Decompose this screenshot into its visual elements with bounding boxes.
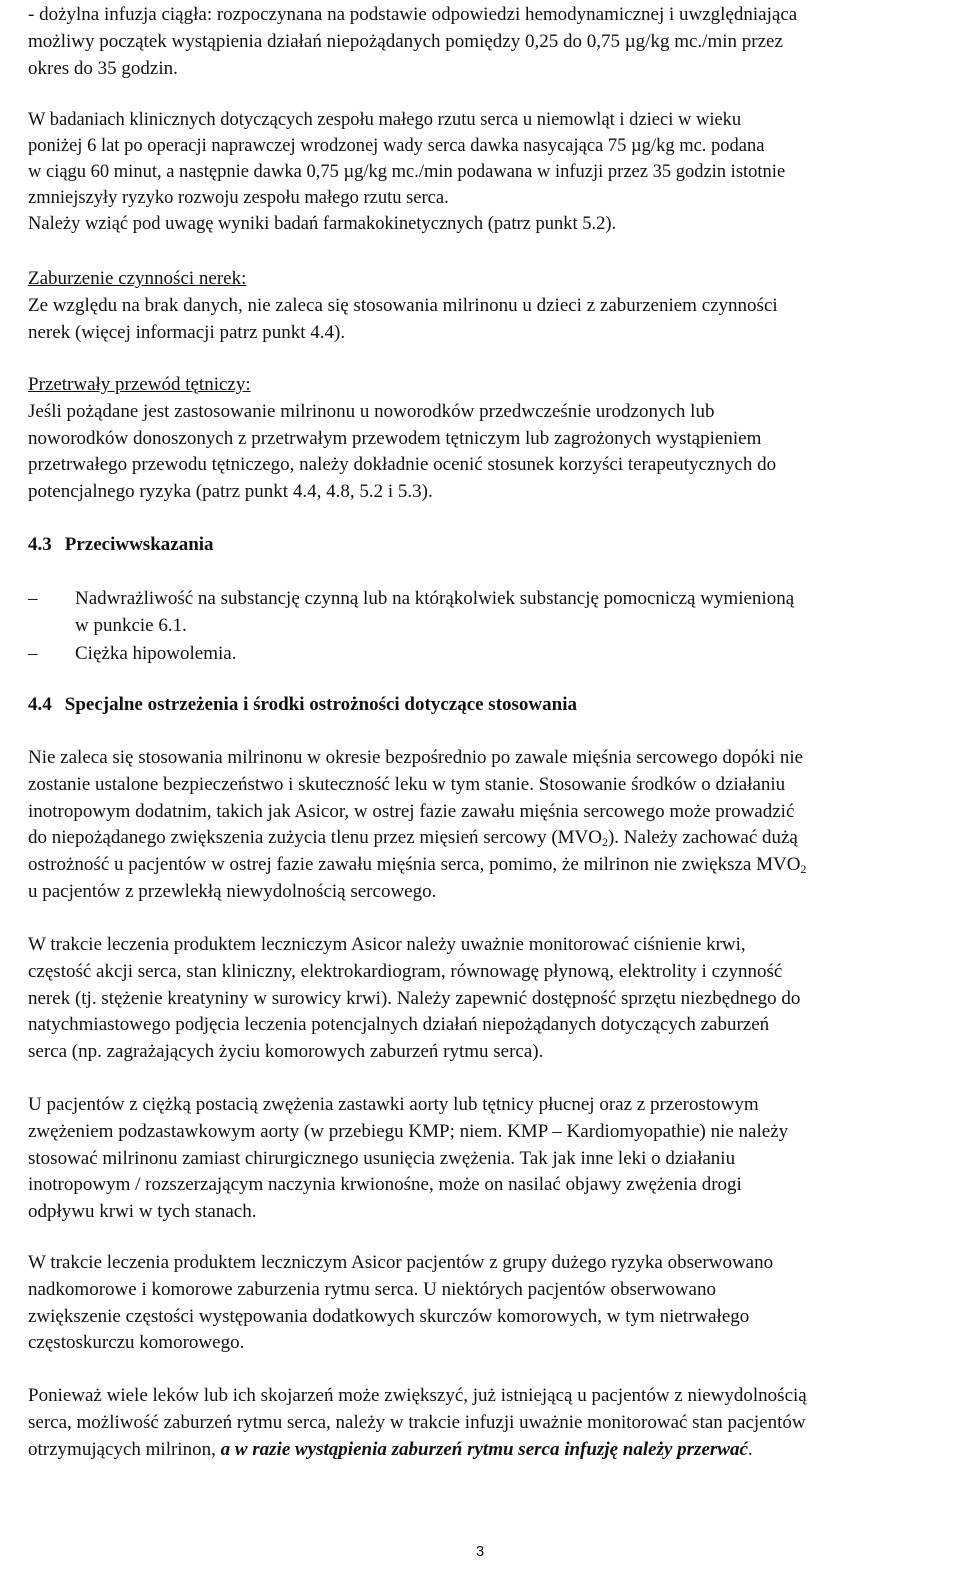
text-line: inotropowym / rozszerzającym naczynia krwionośne, może on nasilać objawy zwężenia drogi [28,1174,742,1196]
text-line: stosować milrinonu zamiast chirurgicznego usunięcia zwężenia. Tak jak inne leki o działaniu [28,1147,736,1169]
arrhythmia-paragraph [28,1250,956,1357]
text-line: Jeśli pożądane jest zastosowanie milrinonu u noworodków przedwcześnie urodzonych lub [28,400,715,422]
myocardial-infarction-paragraph [28,745,956,906]
text-line: nerek (więcej informacji patrz punkt 4.4). [28,321,346,343]
text-line: w ciągu 60 minut, a następnie dawka 0,75 µg/kg mc./min podawana w infuzji przez 35 godzin istotnie [28,162,786,182]
paediatric-study-paragraph [28,107,956,237]
text-line: - dożylna infuzja ciągła: rozpoczynana na podstawie odpowiedzi hemodynamicznej i uwzględniająca [28,4,798,25]
ductus-arteriosus-heading: Przetrwały przewód tętniczy: [28,374,251,395]
text-line: zmniejszyły ryzyko rozwoju zespołu małego rzutu serca. [28,188,449,208]
text-line: nerek (tj. stężenie kreatyniny w surowicy krwi). Należy zapewnić dostępność sprzętu niezbędnego do [28,987,801,1009]
section-title: Przeciwwskazania [64,534,214,555]
ductus-arteriosus-block [28,372,956,506]
section-number: 4.3 [28,534,52,555]
text-line: poniżej 6 lat po operacji naprawczej wrodzonej wady serca dawka nasycająca 75 µg/kg mc. podana [28,136,765,156]
text-line: Nadwrażliwość na substancję czynną lub na którąkolwiek substancję pomocniczą wymienioną [75,588,795,609]
text-line: Ze względu na brak danych, nie zaleca się stosowania milrinonu u dzieci z zaburzeniem czynności [28,294,778,316]
text-line: częstoskurczu komorowego. [28,1332,245,1354]
text-line: otrzymujących milrinon, a w razie wystąpienia zaburzeń rytmu serca infuzję należy przerwać. [28,1438,753,1460]
text-line: w punkcie 6.1. [75,615,187,636]
section-number: 4.4 [28,694,52,715]
text-line: ostrożność u pacjentów w ostrej fazie zawału mięśnia serca, pomimo, że milrinon nie zwiększa $MVO_2$ [28,854,807,877]
text-line: do niepożądanego zwiększenia zużycia tlenu przez mięsień sercowy $(MVO_2)$. Należy zachować dużą [28,827,798,850]
page-number: 3 [475,1543,485,1560]
text-line: noworodków donoszonych z przetrwałym przewodem tętniczym lub zagrożonych wystąpieniem [28,427,762,449]
renal-impairment-block [28,266,956,346]
text-line: zwężeniem podzastawkowym aorty (w przebiegu KMP; niem. KMP – Kardiomyopathie) nie należy [28,1120,789,1142]
emphasized-warning: a w razie wystąpienia zaburzeń rytmu serca infuzję należy przerwać [220,1438,748,1460]
monitoring-paragraph [28,932,956,1066]
renal-impairment-heading: Zaburzenie czynności nerek: [28,268,247,289]
infusion-warning-paragraph [28,1383,956,1463]
text-line: odpływu krwi w tych stanach. [28,1201,257,1223]
text-line: potencjalnego ryzyka (patrz punkt 4.4, 4.8, 5.2 i 5.3). [28,481,433,503]
text-line: u pacjentów z przewlekłą niewydolnością sercowego. [28,880,437,902]
text-line: W trakcie leczenia produktem leczniczym Asicor należy uważnie monitorować ciśnienie krwi, [28,934,746,955]
text-line: Ciężka hipowolemia. [75,643,237,664]
text-line: serca (np. zagrażających życiu komorowych zaburzeń rytmu serca). [28,1041,544,1063]
text-line: Należy wziąć pod uwagę wyniki badań farmakokinetycznych (patrz punkt 5.2). [28,214,617,234]
text-line: zwiększenie częstości występowania dodatkowych skurczów komorowych, w tym nietrwałego [28,1305,750,1327]
text-line: możliwy początek wystąpienia działań niepożądanych pomiędzy 0,25 do 0,75 µg/kg mc./min przez [28,30,783,52]
contraindication-item [28,585,956,639]
text-line: W badaniach klinicznych dotyczących zespołu małego rzutu serca u niemowląt i dzieci w wieku [28,110,742,130]
section-4-4-heading [28,692,577,718]
section-title: Specjalne ostrzeżenia i środki ostrożności dotyczące stosowania [64,694,577,715]
text-line: przetrwałego przewodu tętniczego, należy dokładnie ocenić stosunek korzyści terapeutycznych do [28,454,777,476]
text-line: okres do 35 godzin. [28,57,178,79]
stenosis-paragraph [28,1092,956,1226]
text-line: W trakcie leczenia produktem leczniczym Asicor pacjentów z grupy dużego ryzyka obserwowano [28,1252,774,1273]
text-line: serca, możliwość zaburzeń rytmu serca, należy w trakcie infuzji uważnie monitorować stan pacjentów [28,1411,806,1433]
text-line: nadkomorowe i komorowe zaburzenia rytmu serca. U niektórych pacjentów obserwowano [28,1278,716,1300]
text-line: natychmiastowego podjęcia leczenia potencjalnych działań niepożądanych dotyczących zaburzeń [28,1014,770,1036]
text-line: Nie zaleca się stosowania milrinonu w okresie bezpośrednio po zawale mięśnia sercowego dopóki nie [28,747,804,768]
text-line: Ponieważ wiele leków lub ich skojarzeń może zwiększyć, już istniejącą u pacjentów z niewydolnością [28,1385,807,1406]
text-line: inotropowym dodatnim, takich jak Asicor, w ostrej fazie zawału mięśnia sercowego może prowadzić [28,800,795,822]
dash-bullet: – [28,643,38,664]
section-4-3-heading [28,532,214,558]
text-line: zostanie ustalone bezpieczeństwo i skuteczność leku w tym stanie. Stosowanie środków o działaniu [28,773,786,795]
dash-bullet: – [28,588,38,609]
text-line: częstość akcji serca, stan kliniczny, elektrokardiogram, równowagę płynową, elektrolity i czynność [28,960,783,982]
dosing-continuation [28,2,956,82]
text-line: U pacjentów z ciężką postacią zwężenia zastawki aorty lub tętnicy płucnej oraz z przerostowym [28,1094,759,1115]
